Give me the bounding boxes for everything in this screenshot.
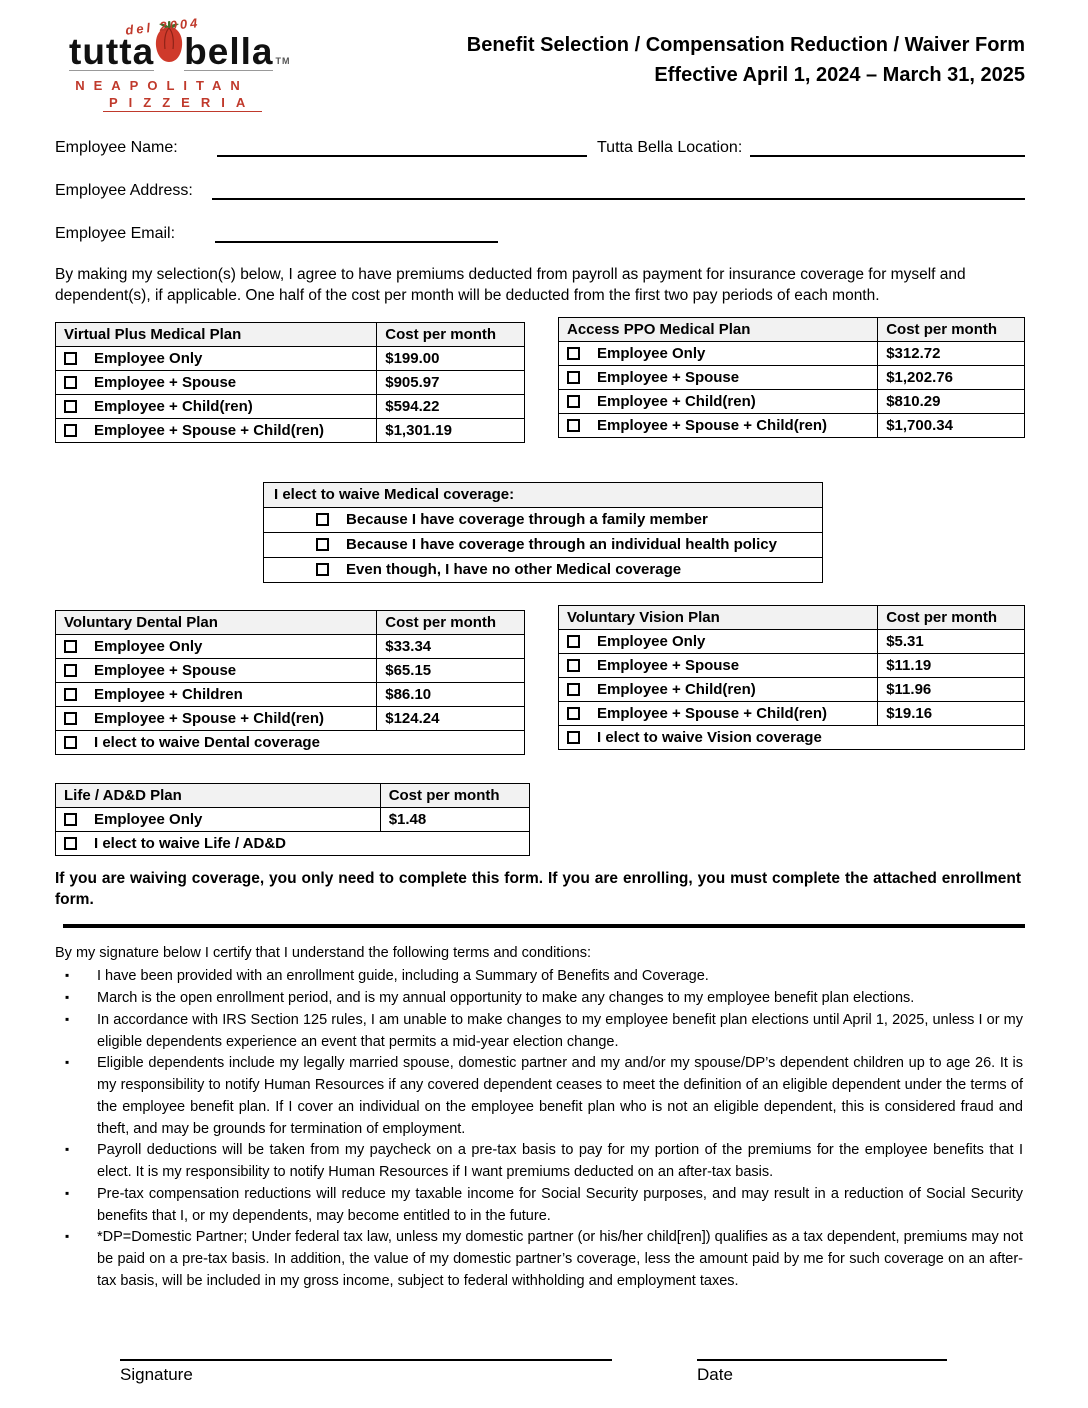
cost-per-month-header: Cost per month	[380, 783, 529, 807]
access-ppo-employee-spouse-checkbox[interactable]	[567, 371, 580, 384]
date-field[interactable]	[697, 1339, 947, 1361]
employee-address-field[interactable]	[212, 182, 1025, 200]
plan-option-label: Employee + Spouse	[596, 368, 740, 386]
table-header-row	[264, 482, 823, 507]
table-row	[264, 557, 823, 582]
access-ppo-employee-only-checkbox[interactable]	[567, 347, 580, 360]
virtual-plus-title: Virtual Plus Medical Plan	[56, 322, 377, 346]
plan-option-label: Employee + Spouse	[596, 656, 740, 674]
terms-intro: By my signature below I certify that I understand the following terms and conditions:	[55, 944, 591, 961]
table-row	[558, 629, 1024, 653]
plan-cost: $86.10	[377, 682, 525, 706]
table-row	[558, 413, 1024, 437]
table-header-row	[558, 605, 1024, 629]
table-header-row	[558, 317, 1024, 341]
table-row	[558, 677, 1024, 701]
waive-medical-title: I elect to waive Medical coverage:	[264, 482, 823, 507]
plan-cost: $199.00	[377, 346, 525, 370]
employee-address-label: Employee Address:	[55, 182, 193, 199]
plan-option-label: Employee + Spouse + Child(ren)	[94, 421, 325, 439]
signature-section	[55, 1339, 1025, 1385]
logo-subtitle-pizzeria: PIZZERIA	[103, 95, 262, 112]
vision-employee-only-checkbox[interactable]	[567, 635, 580, 648]
form-title-line1: Benefit Selection / Compensation Reduction / Waiver Form	[466, 34, 1025, 56]
plan-option-label: Employee + Spouse	[94, 661, 237, 679]
plan-option-label: Employee + Spouse	[94, 373, 237, 391]
vision-table	[558, 605, 1025, 750]
table-row	[56, 394, 525, 418]
plan-cost: $1,700.34	[878, 413, 1025, 437]
employee-address-row	[55, 179, 1025, 200]
plan-cost: $905.97	[377, 370, 525, 394]
form-header	[55, 10, 1025, 112]
terms-bullet: ▪ Payroll deductions will be taken from my paycheck on a pre-tax basis to pay for my portion of the premiums for the employee benefits that I elect. It is my responsibility to notify Human Resources if I want premiums deducted on an after-tax basis.	[55, 1140, 1023, 1184]
table-row	[558, 341, 1024, 365]
waive-medical-family-member-checkbox[interactable]	[316, 513, 329, 526]
logo-word-right: bella	[184, 31, 274, 72]
cost-per-month-header: Cost per month	[878, 317, 1025, 341]
plan-option-label: Employee Only	[596, 632, 706, 650]
table-row	[56, 346, 525, 370]
employee-name-field[interactable]	[217, 139, 587, 157]
dental-vision-section	[55, 610, 1025, 755]
section-divider	[63, 924, 1025, 928]
table-row	[264, 532, 823, 557]
table-row	[264, 507, 823, 532]
access-ppo-employee-children-checkbox[interactable]	[567, 395, 580, 408]
plan-option-label: Employee Only	[94, 349, 203, 367]
plan-option-label: Employee Only	[94, 637, 203, 655]
employee-name-label: Employee Name:	[55, 139, 178, 156]
table-header-row	[56, 322, 525, 346]
virtual-plus-employee-spouse-children-checkbox[interactable]	[64, 424, 77, 437]
table-row	[56, 418, 525, 442]
dental-title: Voluntary Dental Plan	[56, 610, 377, 634]
plan-option-label: Employee + Child(ren)	[596, 680, 756, 698]
virtual-plus-employee-only-checkbox[interactable]	[64, 352, 77, 365]
table-row	[56, 706, 525, 730]
form-title-line2: Effective April 1, 2024 – March 31, 2025	[654, 64, 1025, 86]
plan-cost: $810.29	[878, 389, 1025, 413]
access-ppo-title: Access PPO Medical Plan	[558, 317, 877, 341]
table-row	[558, 701, 1024, 725]
virtual-plus-employee-children-checkbox[interactable]	[64, 400, 77, 413]
employee-name-row	[55, 136, 1025, 157]
virtual-plus-employee-spouse-checkbox[interactable]	[64, 376, 77, 389]
access-ppo-table	[558, 317, 1025, 438]
life-employee-only-checkbox[interactable]	[64, 813, 77, 826]
terms-bullet: ▪ *DP=Domestic Partner; Under federal tax law, unless my domestic partner (or his/her child[ren]) qualifies as a tax dependent, premiums may not be paid on a pre-tax basis. In addition, the value of my domestic partner’s coverage, less the amount paid by me for such coverage on an after-tax basis, will be included in my gross income, subject to federal withholding and employment taxes.	[55, 1227, 1023, 1292]
table-row	[56, 682, 525, 706]
vision-employee-children-checkbox[interactable]	[567, 683, 580, 696]
vision-employee-spouse-checkbox[interactable]	[567, 659, 580, 672]
table-row	[558, 653, 1024, 677]
plan-cost: $19.16	[878, 701, 1025, 725]
plan-option-label: Employee Only	[596, 344, 706, 362]
plan-option-label: Employee Only	[94, 810, 203, 828]
plan-option-label: Employee + Spouse + Child(ren)	[596, 416, 828, 434]
dental-employee-spouse-checkbox[interactable]	[64, 664, 77, 677]
waive-vision-checkbox[interactable]	[567, 731, 580, 744]
access-ppo-employee-spouse-children-checkbox[interactable]	[567, 419, 580, 432]
plan-cost: $1,202.76	[878, 365, 1025, 389]
table-row	[558, 725, 1024, 749]
dental-table	[55, 610, 525, 755]
tutta-bella-logo	[55, 10, 291, 112]
cost-per-month-header: Cost per month	[377, 322, 525, 346]
employee-email-field[interactable]	[215, 225, 498, 243]
signature-field[interactable]	[120, 1339, 612, 1361]
table-row	[56, 370, 525, 394]
waive-medical-individual-policy-checkbox[interactable]	[316, 538, 329, 551]
plan-cost: $11.96	[878, 677, 1025, 701]
waive-dental-checkbox[interactable]	[64, 736, 77, 749]
plan-option-label: Employee + Spouse + Child(ren)	[596, 704, 828, 722]
logo-subtitle-neapolitan: NEAPOLITAN	[75, 78, 249, 93]
waive-vision-label: I elect to waive Vision coverage	[596, 728, 822, 746]
plan-option-label: Employee + Child(ren)	[596, 392, 756, 410]
table-row	[56, 634, 525, 658]
life-section	[55, 783, 530, 856]
plan-cost: $11.19	[878, 653, 1025, 677]
date-label: Date	[697, 1364, 733, 1384]
plan-cost: $312.72	[878, 341, 1025, 365]
waive-option-label: Because I have coverage through an individual health policy	[346, 536, 777, 554]
waive-life-checkbox[interactable]	[64, 837, 77, 850]
logo-wordmark	[69, 31, 291, 72]
life-table	[55, 783, 530, 856]
logo-word-left: tutta	[69, 31, 155, 72]
table-header-row	[56, 610, 525, 634]
employee-email-label: Employee Email:	[55, 225, 176, 242]
waive-dental-label: I elect to waive Dental coverage	[94, 733, 320, 751]
cost-per-month-header: Cost per month	[878, 605, 1025, 629]
terms-bullet: ▪ Eligible dependents include my legally married spouse, domestic partner and my and/or my spouse/DP’s dependent children up to age 26. It is my responsibility to notify Human Resources if any covered dependent ceases to meet the definition of an eligible dependent under the terms of the employee benefit plan. If I cover an individual on the employee benefit plan who is not an eligible dependent, this is considered fraud and theft, and may be grounds for termination of employment.	[55, 1053, 1023, 1140]
plan-cost: $594.22	[377, 394, 525, 418]
signature-label: Signature	[120, 1364, 193, 1384]
terms-bullet: ▪ Pre-tax compensation reductions will reduce my taxable income for Social Security purposes, and may result in a reduction of Social Security benefits that I, or my dependents, may become entitled to in the future.	[55, 1184, 1023, 1228]
table-row	[56, 831, 530, 855]
plan-cost: $33.34	[377, 634, 525, 658]
plan-option-label: Employee + Child(ren)	[94, 397, 253, 415]
cost-per-month-header: Cost per month	[377, 610, 525, 634]
waive-option-label: Even though, I have no other Medical coverage	[346, 561, 682, 579]
plan-cost: $1.48	[380, 807, 529, 831]
terms-bullet: ▪ March is the open enrollment period, and is my annual opportunity to make any changes to my employee benefit plan elections.	[55, 988, 1023, 1010]
terms-section	[55, 943, 1025, 1293]
form-title	[255, 10, 1025, 90]
life-title: Life / AD&D Plan	[56, 783, 381, 807]
waive-medical-no-coverage-checkbox[interactable]	[316, 563, 329, 576]
medical-plans-section	[55, 322, 1025, 443]
waive-medical-box	[263, 482, 823, 583]
intro-paragraph: By making my selection(s) below, I agree to have premiums deducted from payroll as payment for insurance coverage for myself and dependent(s), if applicable. One half of the cost per month will be deducted from the first two pay periods of each month.	[55, 266, 966, 304]
dental-employee-children-checkbox[interactable]	[64, 688, 77, 701]
location-label: Tutta Bella Location:	[597, 139, 743, 156]
plan-cost: $1,301.19	[377, 418, 525, 442]
table-row	[558, 365, 1024, 389]
waive-life-label: I elect to waive Life / AD&D	[94, 834, 286, 852]
plan-option-label: Employee + Spouse + Child(ren)	[94, 709, 325, 727]
plan-cost: $5.31	[878, 629, 1025, 653]
employee-email-row	[55, 222, 1025, 243]
dental-employee-only-checkbox[interactable]	[64, 640, 77, 653]
terms-bullet: ▪ I have been provided with an enrollment guide, including a Summary of Benefits and Coverage.	[55, 966, 1023, 988]
table-row	[56, 658, 525, 682]
dental-employee-spouse-children-checkbox[interactable]	[64, 712, 77, 725]
table-row	[56, 807, 530, 831]
waive-option-label: Because I have coverage through a family member	[346, 511, 708, 529]
table-row	[56, 730, 525, 754]
logo-trademark: TM	[275, 55, 291, 66]
plan-cost: $124.24	[377, 706, 525, 730]
location-field[interactable]	[750, 139, 1025, 157]
waiver-notice: If you are waiving coverage, you only need to complete this form. If you are enrolling, you must complete the attached enrollment form.	[55, 869, 1021, 908]
employee-info-section	[55, 136, 1025, 243]
virtual-plus-table	[55, 322, 525, 443]
table-row	[558, 389, 1024, 413]
plan-option-label: Employee + Children	[94, 685, 243, 703]
vision-title: Voluntary Vision Plan	[558, 605, 877, 629]
logo-tagline: del 2004	[124, 14, 202, 38]
table-header-row	[56, 783, 530, 807]
plan-cost: $65.15	[377, 658, 525, 682]
vision-employee-spouse-children-checkbox[interactable]	[567, 707, 580, 720]
terms-bullet: ▪ In accordance with IRS Section 125 rules, I am unable to make changes to my employee benefit plan elections until April 1, 2025, unless I or my eligible dependents experience an event that permits a mid-year election change.	[55, 1010, 1023, 1054]
